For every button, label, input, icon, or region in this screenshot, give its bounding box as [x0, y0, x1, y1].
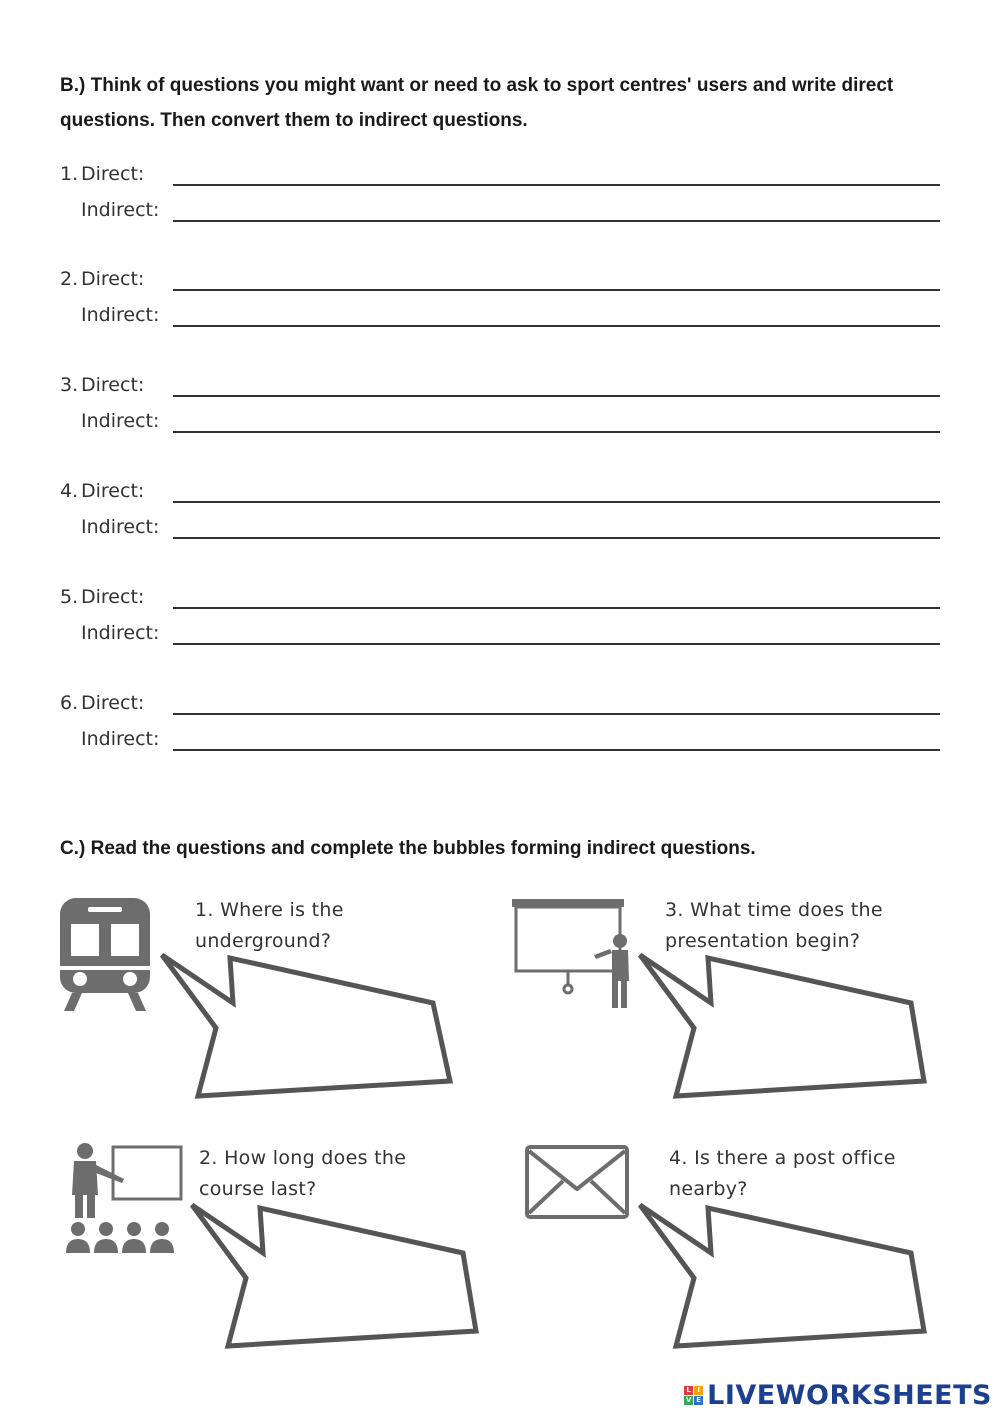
card-presentation — [508, 893, 948, 1123]
question-text: 3. What time does the presentation begin? — [665, 899, 883, 952]
question-text: 1. Where is the underground? — [195, 899, 344, 952]
direct-label: Direct: — [81, 692, 145, 714]
direct-label: Direct: — [81, 586, 145, 608]
card-underground — [58, 893, 498, 1123]
indirect-answer-line[interactable] — [173, 220, 940, 222]
question-row-1 — [60, 163, 940, 221]
indirect-label: Indirect: — [81, 516, 160, 538]
presentation-icon — [508, 893, 638, 1013]
direct-label: Direct: — [81, 480, 145, 502]
classroom-icon — [58, 1141, 188, 1261]
question-row-6 — [60, 692, 940, 750]
section-c-instruction: C.) Read the questions and complete the bubbles forming indirect questions. — [60, 838, 756, 859]
question-number: 1. — [60, 163, 79, 185]
direct-answer-line[interactable] — [173, 289, 940, 291]
logo-letter: I — [694, 1386, 703, 1395]
direct-answer-line[interactable] — [173, 501, 940, 503]
direct-label: Direct: — [81, 374, 145, 396]
section-b-instruction: B.) Think of questions you might want or need to ask to sport centres' users and write direct questions. Then convert them to indirect questions. — [60, 75, 894, 131]
logo-letter: L — [684, 1386, 693, 1395]
question-number: 4. — [60, 480, 79, 502]
question-number: 6. — [60, 692, 79, 714]
speech-bubble[interactable] — [158, 953, 458, 1103]
indirect-label: Indirect: — [81, 622, 160, 644]
question-text: 2. How long does the course last? — [199, 1147, 407, 1200]
brand-name: LIVEWORKSHEETS — [707, 1379, 992, 1411]
question-text: 4. Is there a post office nearby? — [669, 1147, 896, 1200]
direct-answer-line[interactable] — [173, 607, 940, 609]
indirect-answer-line[interactable] — [173, 749, 940, 751]
direct-label: Direct: — [81, 163, 145, 185]
question-row-4 — [60, 480, 940, 538]
liveworksheets-logo — [684, 1381, 992, 1409]
logo-letter: E — [694, 1396, 703, 1405]
indirect-label: Indirect: — [81, 728, 160, 750]
question-number: 3. — [60, 374, 79, 396]
speech-bubble[interactable] — [188, 1203, 488, 1353]
logo-letter: V — [685, 1395, 692, 1404]
indirect-answer-line[interactable] — [173, 537, 940, 539]
question-row-5 — [60, 586, 940, 644]
question-row-2 — [60, 268, 940, 326]
question-row-3 — [60, 374, 940, 432]
indirect-label: Indirect: — [81, 410, 160, 432]
envelope-icon — [523, 1143, 633, 1223]
direct-answer-line[interactable] — [173, 395, 940, 397]
speech-bubble[interactable] — [636, 953, 936, 1103]
indirect-answer-line[interactable] — [173, 325, 940, 327]
direct-answer-line[interactable] — [173, 184, 940, 186]
speech-bubble[interactable] — [636, 1203, 936, 1353]
direct-answer-line[interactable] — [173, 713, 940, 715]
indirect-label: Indirect: — [81, 199, 160, 221]
indirect-label: Indirect: — [81, 304, 160, 326]
direct-label: Direct: — [81, 268, 145, 290]
train-icon — [58, 893, 153, 1013]
indirect-answer-line[interactable] — [173, 431, 940, 433]
card-course — [58, 1141, 498, 1371]
indirect-answer-line[interactable] — [173, 643, 940, 645]
question-number: 2. — [60, 268, 79, 290]
question-number: 5. — [60, 586, 79, 608]
card-post-office — [508, 1141, 948, 1371]
logo-mark-icon — [684, 1386, 703, 1405]
